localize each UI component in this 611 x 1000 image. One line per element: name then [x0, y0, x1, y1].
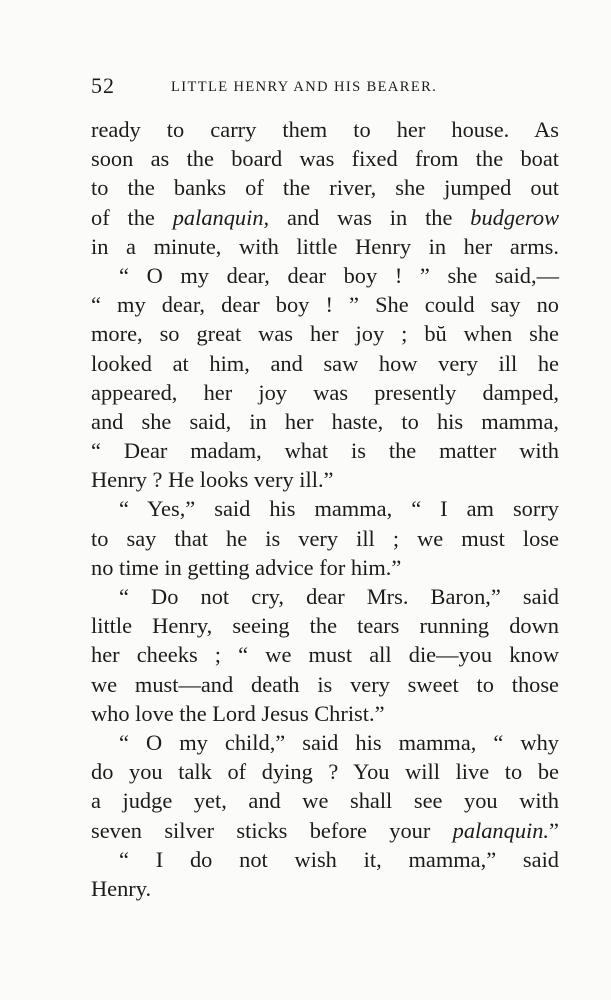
text-line [91, 728, 559, 757]
text-segment: “ O my dear, dear boy ! ” she said,— [119, 262, 559, 288]
italic-text: budgerow [470, 204, 559, 230]
text-line [91, 203, 559, 232]
text-line [91, 319, 559, 348]
text-line [91, 874, 559, 903]
text-line [91, 378, 559, 407]
text-line [91, 261, 559, 290]
text-segment: “ Dear madam, what is the matter with [91, 438, 559, 464]
text-segment: little Henry, seeing the tears running down [91, 613, 559, 639]
text-line [91, 436, 559, 465]
text-line [91, 757, 559, 786]
text-line [91, 699, 559, 728]
text-line [91, 670, 559, 699]
text-line [91, 494, 559, 523]
text-segment: seven silver sticks before your [91, 817, 453, 843]
text-segment: “ Yes,” said his mamma, “ I am sorry [119, 496, 559, 522]
text-segment: we must—and death is very sweet to those [91, 671, 559, 697]
text-segment: soon as the board was fixed from the boat [91, 146, 559, 172]
text-segment: and was in the [269, 204, 471, 230]
text-segment: Henry ? He looks very ill.” [91, 467, 334, 493]
text-segment: to the banks of the river, she jumped out [91, 175, 559, 201]
text-segment: do you talk of dying ? You will live to be [91, 759, 559, 785]
text-line [91, 640, 559, 669]
text-line [91, 524, 559, 553]
text-line [91, 816, 559, 845]
text-line [91, 553, 559, 582]
text-segment: of the [91, 204, 173, 230]
text-segment: appeared, her joy was presently damped, [91, 379, 559, 405]
text-segment: who love the Lord Jesus Christ.” [91, 700, 385, 726]
text-line [91, 407, 559, 436]
page-header [91, 74, 561, 98]
italic-text: palanquin, [172, 204, 270, 230]
text-segment: a judge yet, and we shall see you with [91, 788, 559, 814]
text-line [91, 115, 559, 144]
text-segment: looked at him, and saw how very ill he [91, 350, 559, 376]
text-line [91, 290, 559, 319]
text-segment: “ my dear, dear boy ! ” She could say no [91, 292, 559, 318]
text-segment: ” [549, 817, 559, 843]
text-segment: Henry. [91, 875, 152, 901]
text-line [91, 232, 559, 261]
text-line [91, 786, 559, 815]
text-segment: in a minute, with little Henry in her arms. [91, 233, 559, 259]
running-head: LITTLE HENRY AND HIS BEARER. [171, 79, 438, 95]
body-text [91, 115, 559, 903]
text-segment: “ O my child,” said his mamma, “ why [119, 729, 559, 755]
text-line [91, 465, 559, 494]
text-line [91, 173, 559, 202]
text-line [91, 349, 559, 378]
text-line [91, 144, 559, 173]
text-segment: to say that he is very ill ; we must lose [91, 525, 559, 551]
page-number: 52 [91, 73, 115, 98]
text-segment: “ I do not wish it, mamma,” said [119, 846, 559, 872]
text-line [91, 582, 559, 611]
text-segment: and she said, in her haste, to his mamma, [91, 408, 559, 434]
text-line [91, 845, 559, 874]
text-segment: ready to carry them to her house. As [91, 117, 559, 142]
text-segment: more, so great was her joy ; bŭ when she [91, 321, 559, 347]
italic-text: palanquin. [452, 817, 550, 843]
text-line [91, 611, 559, 640]
text-segment: “ Do not cry, dear Mrs. Baron,” said [119, 584, 559, 609]
text-segment: her cheeks ; “ we must all die—you know [91, 642, 559, 668]
text-segment: no time in getting advice for him.” [91, 554, 402, 580]
